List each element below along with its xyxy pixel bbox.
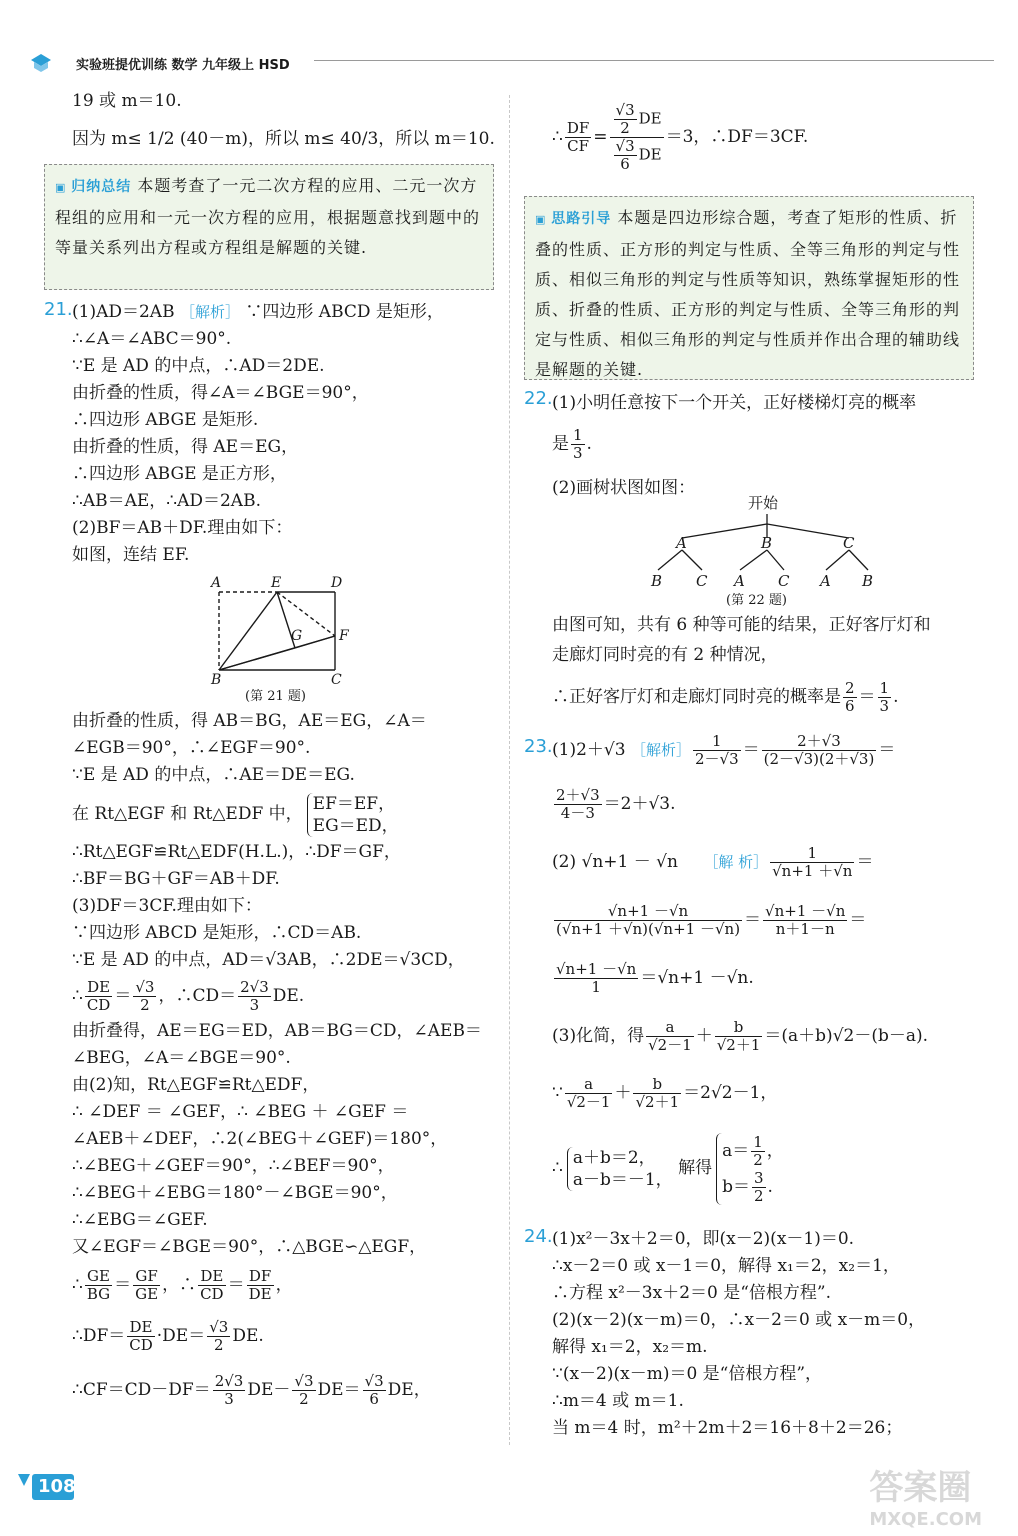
analysis-tag: ［解 析］ (703, 853, 769, 871)
text-line: (1)x²－3x＋2＝0，即(x－2)(x－1)＝0. (552, 1229, 855, 1249)
fraction (133, 1268, 160, 1303)
denominator: √2－1 (648, 1036, 692, 1054)
right-top (552, 94, 982, 180)
fraction (554, 903, 742, 938)
text: ＝ (858, 687, 876, 707)
question-number: 22. (524, 388, 553, 409)
text-line: ∵E 是 AD 的中点，∴AE＝DE＝EG. (72, 765, 355, 785)
denominator: 3 (573, 444, 583, 462)
text: ＝ (849, 910, 867, 930)
summary-text: 本题考查了一元二次方程的应用、二元一次方程组的应用和一元一次方程的应用，根据题意找到题中的等量关系列出方程或方程组是解题的关键. (55, 176, 481, 257)
figure-label: E (271, 575, 282, 591)
numerator: √3 (615, 137, 635, 155)
text: 解得 (678, 1158, 713, 1178)
text: ＝ (878, 740, 896, 760)
fraction (198, 1268, 226, 1303)
text: (3)化简，得 (552, 1026, 645, 1046)
fraction (878, 680, 892, 715)
text-line: 又∠EGF＝∠BGE＝90°，∴△BGE∽△EGF， (72, 1237, 427, 1257)
text-line: 由(2)知，Rt△EGF≌Rt△EDF， (72, 1075, 320, 1095)
numerator: √3 (294, 1372, 314, 1390)
text-line: ∴BF＝BG＋GF＝AB＋DF. (72, 869, 280, 889)
tree-node: A (676, 534, 687, 552)
text: DE (638, 145, 662, 164)
q21-block-2 (72, 708, 497, 1417)
denominator: CD (200, 1285, 224, 1303)
text: ∴DF＝ (72, 1326, 126, 1346)
text: ∴CF＝CD－DF＝ (72, 1380, 211, 1400)
text-line: 解得 x₁＝2，x₂＝m. (552, 1337, 708, 1357)
text: 是 (552, 434, 569, 454)
numerator: 2＋√3 (556, 786, 600, 804)
text: ＝ (227, 1275, 245, 1295)
text: DE＝ (317, 1380, 361, 1400)
formula-line: ∴ $\frac{DF}{CF}$ = $\frac{√3}{2}$ DE $\frac{√3}{6}$ DE ＝3，∴DF＝3CF. (552, 101, 809, 173)
text: DE. (272, 986, 305, 1006)
text: . (893, 687, 899, 707)
text: (2) √n+1 － √n (552, 852, 678, 872)
figure-label: F (339, 628, 349, 644)
numerator: √n+1 －√n (765, 902, 846, 920)
numerator: 1 (693, 733, 741, 751)
fraction (633, 1076, 681, 1111)
formula-line (552, 1066, 982, 1120)
page-number: 108 (38, 1476, 76, 1497)
formula-line (72, 974, 497, 1018)
idea-tag: ▣ 思路引导 (535, 211, 611, 227)
denominator: 2 (753, 1186, 764, 1205)
system-row: a－b＝－1， (572, 1169, 673, 1190)
complex-fraction (610, 102, 664, 173)
text-line: ∵四边形 ABCD 是矩形，∴CD＝AB. (72, 923, 362, 943)
text-line: 在 Rt△EGF 和 Rt△EDF 中， (72, 804, 303, 824)
tree-diagram-22 (636, 488, 896, 610)
denominator: BG (86, 1285, 111, 1303)
formula-line (552, 890, 982, 950)
text-line: (3)DF＝3CF.理由如下： (72, 896, 262, 916)
formula-line (552, 834, 982, 890)
figure-label: C (331, 672, 342, 688)
text: ＝ (114, 986, 132, 1006)
text-line: 如图，连结 EF. (72, 545, 190, 565)
denominator: GE (135, 1285, 159, 1303)
numerator: √n+1 －√n (556, 960, 637, 978)
text: ＝3，∴DF＝3CF. (665, 127, 809, 147)
denominator: CF (567, 137, 589, 155)
text: ∴ (72, 1275, 83, 1295)
numerator (610, 102, 664, 138)
tree-node: B (651, 572, 663, 590)
summary-tag: ▣ 归纳总结 (55, 179, 131, 195)
denominator: CD (129, 1336, 153, 1354)
text: ∴ (552, 127, 563, 147)
formula-line (72, 1363, 497, 1417)
denominator: (√n+1 ＋√n)(√n+1 －√n) (556, 920, 741, 938)
system-row: EG＝ED， (312, 815, 399, 836)
denominator: 3 (249, 996, 260, 1014)
text: ＝2√2－1， (683, 1083, 778, 1103)
numerator: a (646, 1019, 694, 1037)
denominator: 6 (845, 697, 855, 715)
fraction (85, 1268, 112, 1303)
equation-system (307, 793, 399, 837)
fraction (565, 120, 591, 155)
text-line: ∴x－2＝0 或 x－1＝0，解得 x₁＝2，x₂＝1， (552, 1256, 900, 1276)
formula-line (72, 1309, 497, 1363)
book-title: 实验班提优训练 数学 九年级上 HSD (76, 58, 290, 73)
fraction (751, 1134, 765, 1169)
text: b＝ (722, 1176, 750, 1197)
fraction (763, 903, 847, 938)
numerator: DE (127, 1319, 155, 1337)
fraction (207, 1319, 230, 1354)
text: ∴正好客厅灯和走廊灯同时亮的概率是 (552, 687, 841, 707)
fraction (571, 427, 585, 462)
numerator: 2√3 (214, 1372, 244, 1390)
formula-line (552, 418, 982, 470)
tree-node: C (696, 572, 708, 590)
text-line: ∴AB＝AE，∴AD＝2AB. (72, 491, 261, 511)
denominator: √2＋1 (716, 1036, 761, 1054)
numerator: 2 (845, 679, 855, 697)
fraction (614, 102, 637, 137)
denominator: CD (86, 996, 111, 1014)
question-number: 21. (44, 299, 73, 320)
text: ＝(a＋b)√2－(b－a). (764, 1026, 929, 1046)
denominator: 2 (753, 1150, 763, 1169)
figure-21 (205, 572, 365, 706)
figure-label: B (211, 672, 222, 688)
text-line: ∴方程 x²－3x＋2＝0 是“倍根方程”. (552, 1283, 832, 1303)
text: ＝ (742, 740, 760, 760)
fraction (554, 787, 602, 822)
denominator (610, 138, 664, 173)
text: ＝ (856, 852, 874, 872)
text-line: (2)BF＝AB＋DF.理由如下： (72, 518, 293, 538)
numerator: 1 (573, 426, 583, 444)
equation-system (567, 1147, 673, 1191)
system-row: a＋b＝2， (572, 1147, 656, 1168)
text: ，∴CD＝ (158, 986, 237, 1006)
page-header (24, 48, 984, 76)
analysis-tag: ［解析］ (630, 741, 691, 759)
question-number: 24. (524, 1226, 553, 1247)
text-line: ∴∠A＝∠ABC＝90°. (72, 329, 232, 349)
text-line: 由折叠得，AE＝EG＝ED，AB＝BG＝CD，∠AEB＝ (72, 1021, 482, 1041)
tree-node: B (862, 572, 874, 590)
denominator: 6 (369, 1390, 379, 1408)
text: DE－ (247, 1380, 291, 1400)
formula-line (552, 670, 982, 724)
formula-line (552, 726, 982, 774)
fraction (127, 1319, 155, 1354)
denominator: 2－√3 (694, 750, 739, 768)
summary-box (44, 164, 494, 290)
text-line: ∴∠BEG＋∠EBG＝180°－∠BGE＝90°， (72, 1183, 398, 1203)
watermark-sub: MXQE.COM (869, 1509, 982, 1530)
fraction (614, 138, 637, 173)
text: DE， (387, 1380, 431, 1400)
denominator: 4－3 (560, 804, 595, 822)
formula-line (72, 1261, 497, 1309)
text-line: ∠BEG，∠A＝∠BGE＝90°. (72, 1048, 291, 1068)
tree-root: 开始 (748, 494, 779, 512)
text-line: ∵(x－2)(x－m)＝0 是“倍根方程”， (552, 1364, 823, 1384)
text-line: ∴m＝4 或 m＝1. (552, 1391, 684, 1411)
text-line: ∵E 是 AD 的中点，AD＝√3AB，∴2DE＝√3CD， (72, 950, 465, 970)
text-line: ∴Rt△EGF≌Rt△EDF(H.L.)，∴DF＝GF， (72, 842, 401, 862)
q22-block-2 (552, 610, 982, 724)
text: ＋ (614, 1083, 632, 1103)
text: ＝ (114, 1275, 132, 1295)
numerator: 1 (753, 1132, 763, 1151)
column-divider (509, 95, 510, 1445)
text-line: (2)画树状图如图： (552, 478, 696, 498)
text: ＝2＋√3. (603, 794, 676, 814)
page-number-badge (14, 1472, 76, 1502)
question-number: 23. (524, 736, 553, 757)
tree-node: C (843, 534, 855, 552)
solution-system (716, 1133, 784, 1205)
numerator: GF (133, 1268, 160, 1286)
text-line: ∵E 是 AD 的中点，∴AD＝2DE. (72, 356, 325, 376)
text: DE. (232, 1326, 264, 1346)
text: ＝√n+1 －√n. (640, 968, 754, 988)
numerator: a (565, 1076, 613, 1094)
watermark-main: 答案圈 (869, 1468, 972, 1508)
q23-block (552, 726, 982, 1216)
fraction (565, 1076, 613, 1111)
figure-label: G (291, 628, 303, 644)
answer-text: (1)AD＝2AB (72, 302, 175, 322)
text: ∴ (552, 1158, 563, 1178)
tree-node: C (778, 572, 790, 590)
fraction (133, 979, 156, 1014)
fraction (715, 1019, 763, 1054)
text: (1)2＋√3 (552, 740, 626, 760)
book-logo-icon (30, 52, 52, 74)
text-line: ∠EGB＝90°，∴∠EGF＝90°. (72, 738, 311, 758)
text: ∴ (72, 986, 83, 1006)
denominator: √2－1 (566, 1093, 611, 1111)
fraction (843, 680, 857, 715)
text-line: 19 或 m＝10. (72, 91, 182, 111)
denominator: 3 (879, 697, 890, 715)
denominator: 2 (140, 996, 150, 1014)
formula-line (552, 1006, 982, 1066)
text-line: ∠AEB＋∠DEF，∴2(∠BEG＋∠GEF)＝180°， (72, 1129, 448, 1149)
system-row: EF＝EF， (312, 793, 396, 814)
text: ， (766, 1140, 784, 1161)
analysis-tag: ［解析］ (179, 303, 240, 321)
text-line: 因为 m≤ 1/2 (40－m)，所以 m≤ 40/3，所以 m＝10. (72, 129, 495, 149)
text: . (586, 434, 592, 454)
numerator: 1 (879, 679, 890, 697)
header-rule (314, 60, 994, 61)
denominator: n＋1－n (775, 920, 835, 938)
text-line: (1)小明任意按下一个开关，正好楼梯灯亮的概率 (552, 393, 917, 413)
formula-line (552, 1120, 982, 1216)
text-line: ∴ ∠DEF ＝ ∠GEF，∴ ∠BEG ＋ ∠GEF ＝ (72, 1102, 409, 1122)
denominator: 1 (591, 978, 601, 996)
text-line: 由图可知，共有 6 种等可能的结果，正好客厅灯和 (552, 615, 931, 635)
denominator: 2 (299, 1390, 309, 1408)
q21-answer-head (72, 299, 497, 326)
fraction (762, 733, 877, 768)
rt-system-line (72, 789, 497, 839)
text: ＋ (695, 1026, 713, 1046)
numerator: b (633, 1076, 681, 1094)
numerator: GE (85, 1268, 112, 1286)
text-line: ∵四边形 ABCD 是矩形， (245, 302, 444, 322)
numerator: 2√3 (240, 978, 269, 996)
numerator: 3 (753, 1168, 764, 1187)
denominator: √2＋1 (635, 1093, 680, 1111)
tree-node: A (734, 572, 745, 590)
numerator: b (715, 1019, 763, 1037)
text-line: (2)(x－2)(x－m)＝0，∴x－2＝0 或 x－m＝0， (552, 1310, 926, 1330)
text-line: 由折叠的性质，得∠A＝∠BGE＝90°， (72, 383, 369, 403)
text: ，∴ (162, 1275, 197, 1295)
denominator: 2 (620, 119, 630, 137)
denominator: 6 (620, 155, 630, 173)
formula-line (552, 950, 982, 1006)
text: ·DE＝ (156, 1326, 206, 1346)
figure-caption: (第 21 题) (245, 689, 306, 704)
text-line: 当 m＝4 时，m²＋2m＋2＝16＋8＋2＝26； (552, 1418, 903, 1438)
text-line: ∴四边形 ABGE 是正方形， (72, 464, 287, 484)
fraction (693, 733, 741, 768)
text-line: ∴∠EBG＝∠GEF. (72, 1210, 208, 1230)
numerator: √3 (209, 1318, 229, 1336)
text: DE (638, 109, 662, 128)
numerator: DF (566, 119, 590, 137)
fraction (770, 845, 854, 880)
text-line: 走廊灯同时亮的有 2 种情况， (552, 645, 778, 665)
text-line: 由折叠的性质，得 AE＝EG， (72, 437, 299, 457)
numerator: √3 (364, 1372, 384, 1390)
figure-label: A (211, 575, 222, 591)
q24-block (552, 1226, 982, 1442)
numerator: √3 (615, 101, 635, 119)
tree-node: A (820, 572, 831, 590)
numerator: DE (198, 1268, 226, 1286)
formula-line (552, 774, 982, 834)
denominator: (2－√3)(2＋√3) (763, 750, 875, 768)
fraction (247, 1268, 274, 1303)
numerator: √3 (135, 978, 155, 996)
idea-box (524, 196, 974, 380)
text: a＝ (722, 1140, 750, 1161)
watermark (869, 1460, 982, 1530)
fraction (292, 1373, 315, 1408)
tree-node: B (761, 534, 773, 552)
fraction (238, 979, 271, 1014)
figure-label: D (331, 575, 343, 591)
idea-text: 本题是四边形综合题，考查了矩形的性质、折叠的性质、正方形的判定与性质、全等三角形的判定与性质、相似三角形的判定与性质等知识，熟练掌握矩形的性质、折叠的性质、正方形的判定与性质、全等三角形的判定与性质、相似三角形的判定与性质并作出合理的辅助线是解题的关键. (535, 208, 961, 379)
denominator: 2 (214, 1336, 224, 1354)
denominator: √n+1 ＋√n (772, 862, 853, 880)
denominator: 3 (224, 1390, 234, 1408)
q21-block (72, 299, 497, 569)
fraction (85, 979, 113, 1014)
numerator: DF (247, 1268, 274, 1286)
fraction (213, 1373, 246, 1408)
system-row (722, 1169, 784, 1205)
numerator: √n+1 －√n (554, 903, 742, 921)
text-line: ∴四边形 ABGE 是矩形. (72, 410, 259, 430)
text: ＝ (744, 910, 762, 930)
fraction (752, 1170, 766, 1205)
figure-caption: (第 22 题) (726, 593, 787, 608)
numerator: DE (85, 979, 113, 997)
numerator: 2＋√3 (762, 733, 877, 751)
fraction (554, 961, 638, 996)
fraction (363, 1373, 386, 1408)
text: ∵ (552, 1083, 563, 1103)
text-line: 由折叠的性质，得 AB＝BG，AE＝EG，∠A＝ (72, 711, 427, 731)
system-row (722, 1133, 784, 1169)
text: ， (275, 1275, 293, 1295)
numerator: 1 (770, 845, 854, 863)
denominator: DE (248, 1285, 272, 1303)
fraction (646, 1019, 694, 1054)
text-line: ∴∠BEG＋∠GEF＝90°，∴∠BEF＝90°， (72, 1156, 395, 1176)
text: . (767, 1176, 773, 1197)
